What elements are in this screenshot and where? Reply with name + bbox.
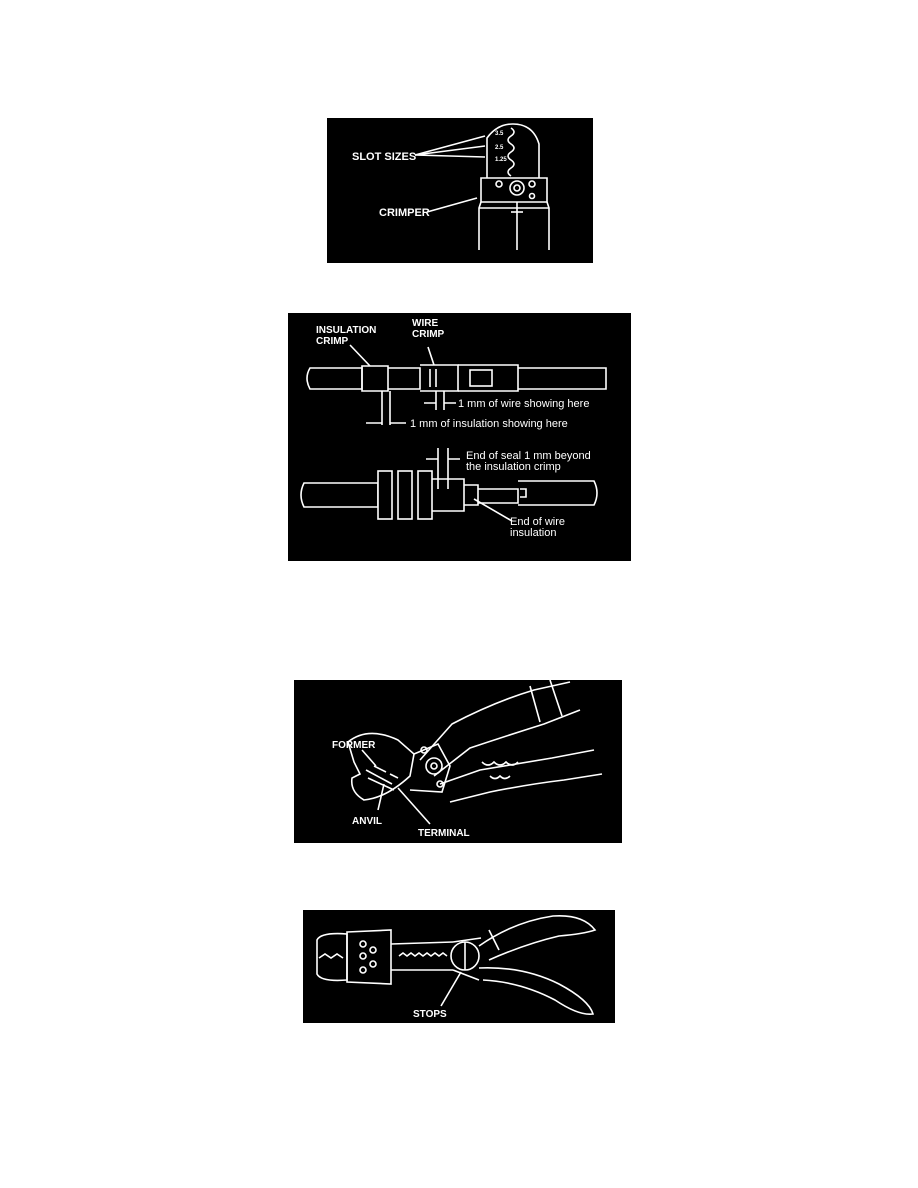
insulation-showing-note: 1 mm of insulation showing here xyxy=(410,418,568,430)
slot-sizes-label: SLOT SIZES xyxy=(352,151,417,163)
wire-end-note-1: End of wire xyxy=(510,516,566,528)
figure-slot-sizes xyxy=(327,118,593,263)
slot-size-large: 3.5 xyxy=(495,131,504,137)
terminal-label: TERMINAL xyxy=(418,828,470,839)
anvil-label: ANVIL xyxy=(352,816,382,827)
slot-size-small: 1.25 xyxy=(495,157,507,163)
former-label: FORMER xyxy=(332,740,376,751)
wire-crimp-label-2: CRIMP xyxy=(412,329,445,340)
stops-label: STOPS xyxy=(413,1009,447,1020)
slot-size-medium: 2.5 xyxy=(495,145,504,151)
insulation-crimp-label-1: INSULATION xyxy=(316,325,377,336)
seal-end-note-2: the insulation crimp xyxy=(466,461,561,473)
figure-wire-crimp xyxy=(288,313,631,561)
figure-crimper-jaws xyxy=(294,680,622,843)
wire-crimp-label-1: WIRE xyxy=(412,318,439,329)
insulation-crimp-label-2: CRIMP xyxy=(316,336,349,347)
crimper-label: CRIMPER xyxy=(379,207,430,219)
wire-showing-note: 1 mm of wire showing here xyxy=(458,398,590,410)
seal-end-note-1: End of seal 1 mm beyond xyxy=(466,450,591,462)
figure-stops xyxy=(303,910,615,1023)
wire-end-note-2: insulation xyxy=(510,527,557,539)
